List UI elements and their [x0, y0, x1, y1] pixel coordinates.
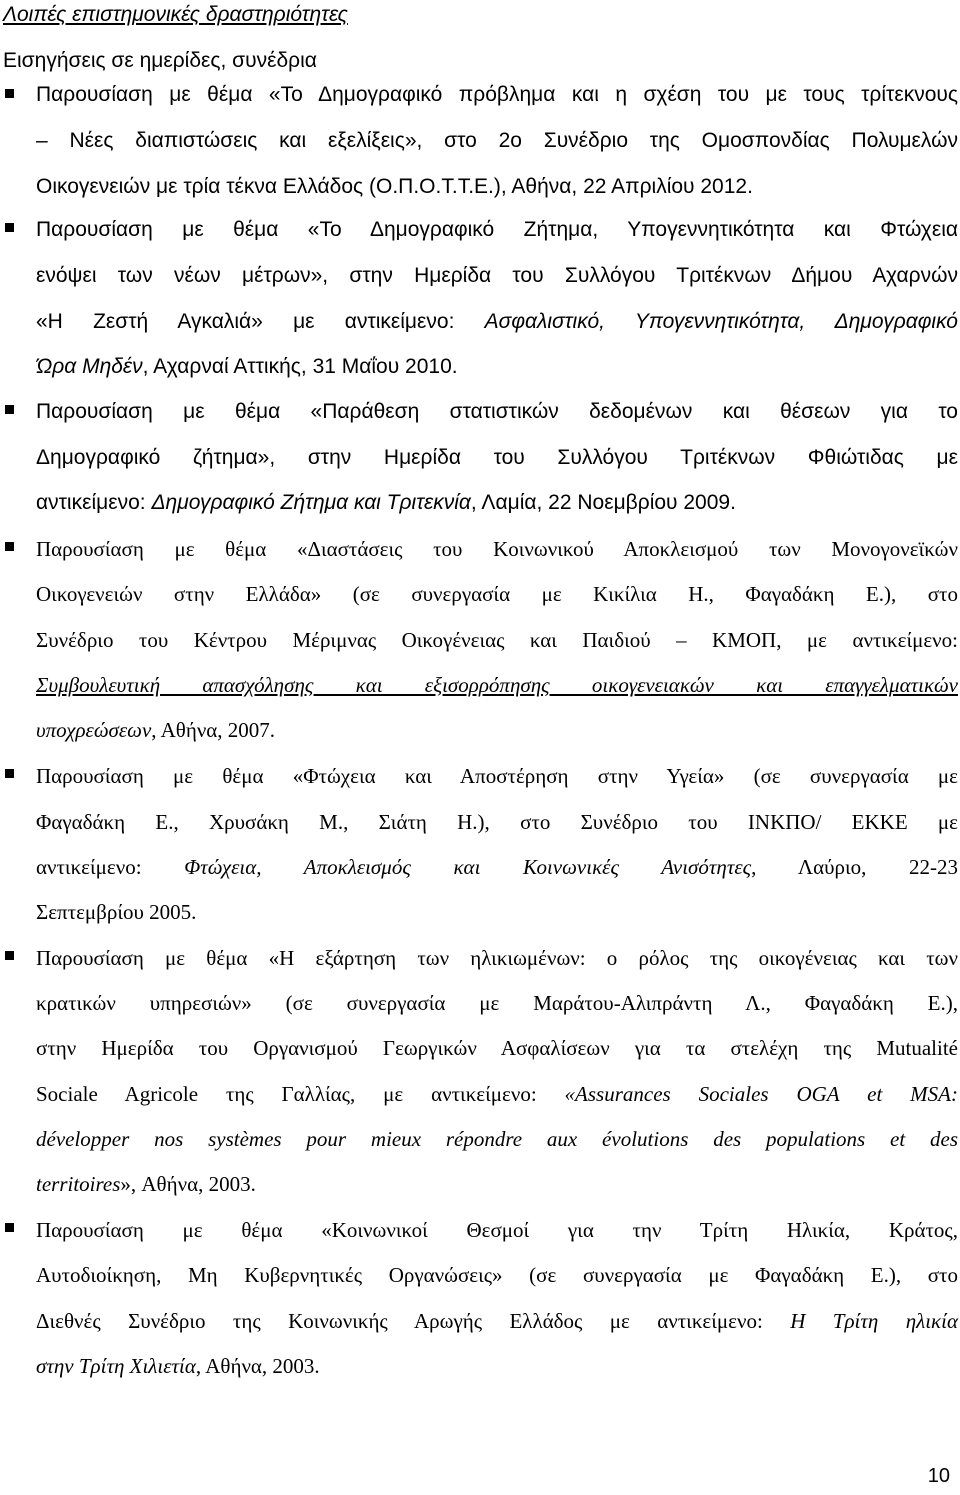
bullet-icon — [5, 542, 14, 551]
text-span: Φαγαδάκη Ε., Χρυσάκη Μ., Σιάτη Η.), στο Συνέδριο του ΙΝΚΠΟ/ ΕΚΚΕ με — [36, 810, 958, 834]
bullet-icon — [5, 769, 14, 778]
text-span: Παρουσίαση με θέμα «Φτώχεια και Αποστέρηση στην Υγεία» (σε συνεργασία με — [36, 764, 958, 788]
text-span: Παρουσίαση με θέμα «Κοινωνικοί Θεσμοί για την Τρίτη Ηλικία, Κράτος, — [36, 1218, 958, 1242]
text-span: στην Ημερίδα του Οργανισμού Γεωργικών Ασφαλίσεων για τα στελέχη της Mutualité — [36, 1036, 958, 1060]
text-span: αντικείμενο: — [36, 491, 152, 514]
bullet-icon — [5, 223, 14, 232]
page-number: 10 — [927, 1465, 950, 1487]
italic-text: «Assurances Sociales OGA et MSA: — [564, 1082, 958, 1106]
text-span: – Νέες διαπιστώσεις και εξελίξεις», στο 2ο Συνέδριο της Ομοσπονδίας Πολυμελών — [36, 129, 958, 152]
entry-line — [36, 400, 958, 424]
text-span: Συνέδριο του Κέντρου Μέριμνας Οικογένειας και Παιδιού – ΚΜΟΠ, με αντικείμενο: — [36, 628, 958, 652]
italic-text: Συμβουλευτική απασχόλησης και εξισορρόπησης οικογενειακών και επαγγελματικών — [36, 673, 958, 697]
text-span: Διεθνές Συνέδριο της Κοινωνικής Αρωγής Ελλάδος με αντικείμενο: — [36, 1309, 791, 1333]
entry-line — [36, 218, 958, 242]
text-span: , Αθήνα, 2007. — [151, 718, 276, 742]
text-span: , Λαύριο, 22-23 — [751, 855, 958, 879]
text-span: ενόψει των νέων μέτρων», στην Ημερίδα του Συλλόγου Τριτέκνων Δήμου Αχαρνών — [36, 264, 958, 287]
text-span: , Αθήνα, 2003. — [195, 1354, 320, 1378]
italic-text: Η Τρίτη ηλικία — [790, 1309, 958, 1333]
italic-text: Ώρα Μηδέν — [36, 355, 143, 378]
entry-line — [36, 1309, 958, 1333]
italic-text: Ασφαλιστικό, Υπογεννητικότητα, Δημογραφικό — [484, 310, 958, 333]
entry-line — [36, 537, 958, 561]
text-span: Αυτοδιοίκηση, Μη Κυβερνητικές Οργανώσεις» (σε συνεργασία με Φαγαδάκη Ε.), στο — [36, 1263, 958, 1287]
entry-line — [36, 582, 958, 606]
entry-line — [36, 264, 958, 288]
text-span: , Αχαρναί Αττικής, 31 Μαΐου 2010. — [142, 355, 458, 378]
bullet-icon — [5, 89, 14, 98]
bullet-icon — [5, 405, 14, 414]
entry-line — [36, 446, 958, 470]
text-span: αντικείμενο: — [36, 855, 185, 879]
entry-line — [36, 718, 958, 742]
text-span: Παρουσίαση με θέμα «Η εξάρτηση των ηλικιωμένων: ο ρόλος της οικογένειας και των — [36, 946, 958, 970]
italic-text: territoires — [36, 1172, 121, 1196]
text-span: Παρουσίαση με θέμα «Το Δημογραφικό Ζήτημα, Υπογεννητικότητα και Φτώχεια — [36, 218, 958, 241]
section-title: Λοιπές επιστημονικές δραστηριότητες — [3, 3, 348, 26]
entry-line — [36, 946, 958, 970]
italic-text: υποχρεώσεων — [36, 718, 152, 742]
text-span: κρατικών υπηρεσιών» (σε συνεργασία με Μαράτου-Αλιπράντη Λ., Φαγαδάκη Ε.), — [36, 991, 958, 1015]
italic-text: στην Τρίτη Χιλιετία — [36, 1354, 196, 1378]
text-span: «Η Ζεστή Αγκαλιά» με αντικείμενο: — [36, 310, 485, 333]
text-span: Sociale Agricole της Γαλλίας, με αντικείμενο: — [36, 1082, 565, 1106]
entry-line — [36, 310, 958, 334]
text-span: Παρουσίαση με θέμα «Το Δημογραφικό πρόβλημα και η σχέση του με τους τρίτεκνους — [36, 83, 958, 106]
italic-text: développer nos systèmes pour mieux répondre aux évolutions des populations et des — [36, 1127, 958, 1151]
entry-line — [36, 1127, 958, 1151]
entry-line — [36, 991, 958, 1015]
entry-line — [36, 355, 958, 379]
entry-line — [36, 1354, 958, 1378]
entry-line — [36, 900, 958, 924]
bullet-icon — [5, 951, 14, 960]
entry-line — [36, 855, 958, 879]
entry-line — [36, 1263, 958, 1287]
text-span: Σεπτεμβρίου 2005. — [36, 900, 197, 924]
entry-line — [36, 1218, 958, 1242]
entry-line — [36, 673, 958, 697]
text-span: Παρουσίαση με θέμα «Παράθεση στατιστικών δεδομένων και θέσεων για το — [36, 400, 958, 423]
entry-line — [36, 628, 958, 652]
entry-line — [36, 175, 958, 199]
italic-text: Δημογραφικό Ζήτημα και Τριτεκνία — [151, 491, 471, 514]
italic-text: Φτώχεια, Αποκλεισμός και Κοινωνικές Ανισότητες — [184, 855, 752, 879]
text-span: Δημογραφικό ζήτημα», στην Ημερίδα του Συλλόγου Τριτέκνων Φθιώτιδας με — [36, 446, 958, 469]
entry-line — [36, 1172, 958, 1196]
entry-line — [36, 1036, 958, 1060]
entry-line — [36, 810, 958, 834]
entry-line — [36, 491, 958, 515]
entry-line — [36, 1082, 958, 1106]
subsection-title: Εισηγήσεις σε ημερίδες, συνέδρια — [3, 49, 317, 72]
entry-line — [36, 83, 958, 107]
bullet-icon — [5, 1223, 14, 1232]
text-span: Οικογενειών με τρία τέκνα Ελλάδος (Ο.Π.Ο.Τ.Τ.Ε.), Αθήνα, 22 Απριλίου 2012. — [36, 175, 753, 198]
text-span: , Λαμία, 22 Νοεμβρίου 2009. — [470, 491, 736, 514]
text-span: », Αθήνα, 2003. — [120, 1172, 256, 1196]
text-span: Παρουσίαση με θέμα «Διαστάσεις του Κοινωνικού Αποκλεισμού των Μονογονεϊκών — [36, 537, 958, 561]
entry-line — [36, 129, 958, 153]
text-span: Οικογενειών στην Ελλάδα» (σε συνεργασία με Κικίλια Η., Φαγαδάκη Ε.), στο — [36, 582, 958, 606]
entry-line — [36, 764, 958, 788]
